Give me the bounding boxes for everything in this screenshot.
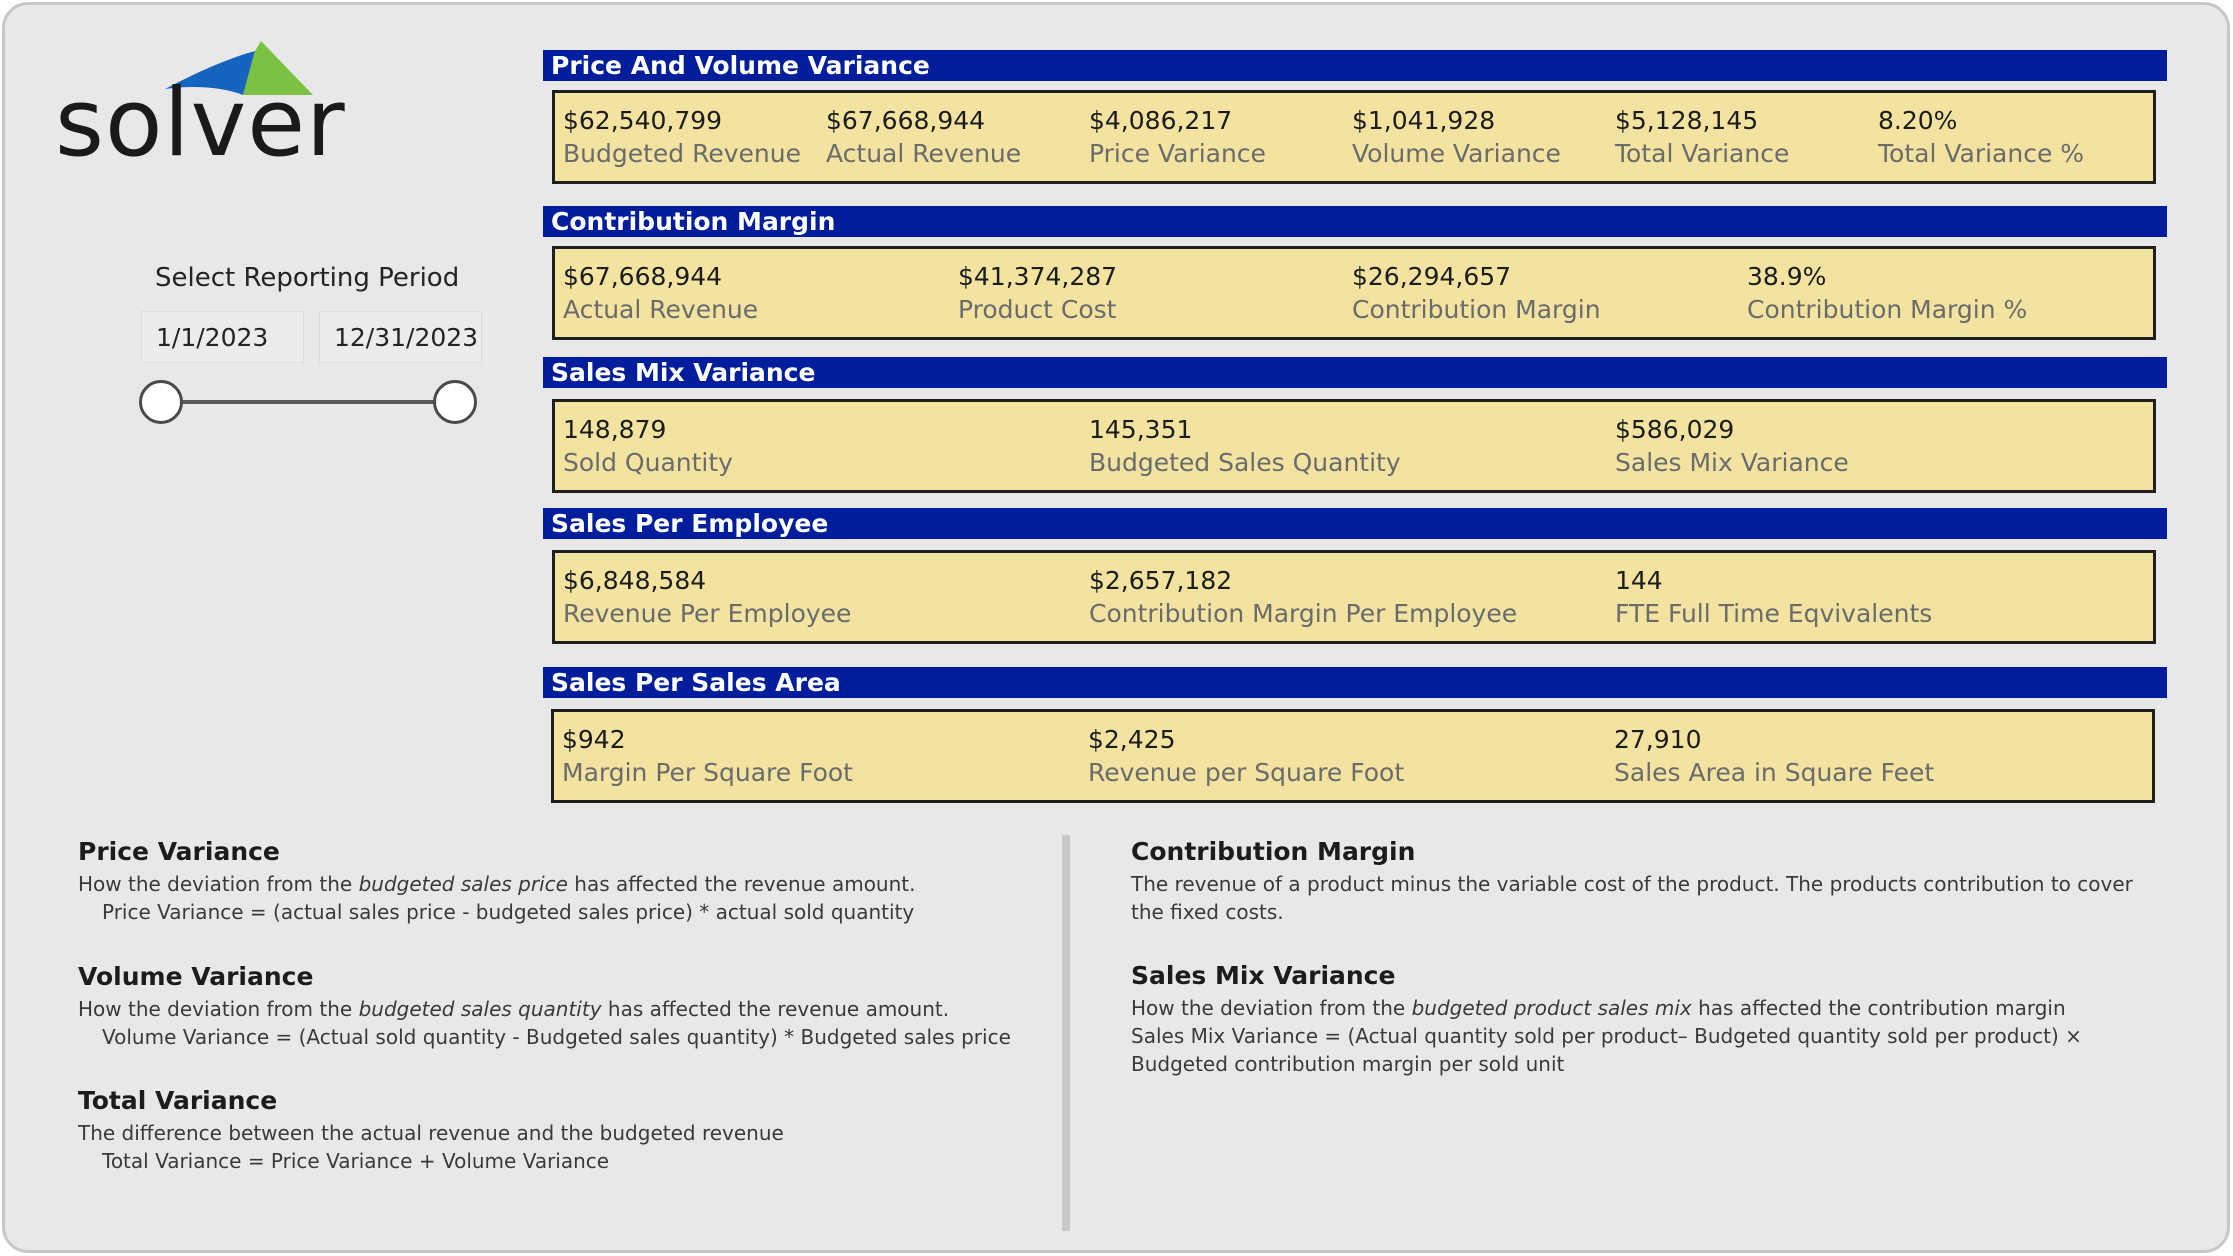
kpi-budgeted-revenue	[563, 106, 801, 168]
kpi-label: Margin Per Square Foot	[562, 758, 853, 787]
kpi-sales-area-square-feet	[1614, 725, 1934, 787]
note-title: Price Variance	[78, 837, 280, 866]
kpi-sold-quantity	[563, 415, 733, 477]
kpi-label: Total Variance	[1615, 139, 1790, 168]
kpi-value: $67,668,944	[826, 106, 986, 135]
kpi-fte-full-time-equivalents	[1615, 566, 1932, 628]
note-text: How the deviation from the	[78, 872, 359, 896]
kpi-value: 148,879	[563, 415, 667, 444]
note-formula: Volume Variance = (Actual sold quantity - Budgeted sales quantity) * Budgeted sales price	[102, 1025, 1011, 1049]
section-sales-per-sales-area	[543, 667, 2167, 787]
section-header: Contribution Margin	[543, 206, 2167, 237]
kpi-actual-revenue	[563, 262, 758, 324]
start-date-input[interactable]: 1/1/2023	[141, 311, 304, 363]
end-date-input[interactable]: 12/31/2023	[319, 311, 482, 363]
note-text: has affected the contribution margin	[1691, 996, 2066, 1020]
kpi-price-variance	[1089, 106, 1266, 168]
slider-start-handle[interactable]	[139, 380, 183, 424]
note-description	[1131, 996, 2082, 1020]
kpi-label: Budgeted Sales Quantity	[1089, 448, 1401, 477]
date-range-slider-track[interactable]	[161, 400, 457, 404]
note-description: The revenue of a product minus the variable cost of the product. The products contribution to cover	[1131, 872, 2133, 896]
note-emphasis: budgeted sales price	[358, 872, 568, 896]
note-formula: Total Variance = Price Variance + Volume Variance	[102, 1149, 610, 1173]
kpi-value: 27,910	[1614, 725, 1702, 754]
kpi-contribution-margin	[1352, 262, 1601, 324]
section-sales-per-employee	[543, 508, 2167, 628]
note-text: How the deviation from the	[78, 997, 359, 1021]
kpi-value: $41,374,287	[958, 262, 1118, 291]
kpi-total-variance	[1615, 106, 1789, 168]
kpi-budgeted-sales-quantity	[1089, 415, 1401, 477]
kpi-value: $2,425	[1088, 725, 1176, 754]
section-price-volume-variance	[543, 50, 2167, 168]
kpi-value: $2,657,182	[1089, 566, 1233, 595]
kpi-card	[552, 399, 2156, 493]
note-formula: Sales Mix Variance = (Actual quantity sold per product– Budgeted quantity sold per product) ×	[1131, 1024, 2082, 1048]
kpi-label: Product Cost	[958, 295, 1117, 324]
report-canvas	[2, 2, 2230, 1253]
kpi-label: Revenue Per Employee	[563, 599, 852, 628]
kpi-label: Contribution Margin	[1352, 295, 1601, 324]
kpi-label: Revenue per Square Foot	[1088, 758, 1405, 787]
kpi-sales-mix-variance	[1615, 415, 1849, 477]
section-header: Sales Per Employee	[543, 508, 2167, 539]
note-total-variance	[78, 1086, 784, 1173]
note-description-continued: the fixed costs.	[1131, 900, 1284, 924]
kpi-label: Sold Quantity	[563, 448, 733, 477]
kpi-product-cost	[958, 262, 1117, 324]
note-title: Total Variance	[78, 1086, 278, 1115]
kpi-label: Contribution Margin %	[1747, 295, 2028, 324]
kpi-value: $4,086,217	[1089, 106, 1233, 135]
slicer-title: Select Reporting Period	[155, 263, 460, 293]
kpi-label: Total Variance %	[1878, 139, 2085, 168]
note-formula: Price Variance = (actual sales price - budgeted sales price) * actual sold quantity	[102, 900, 915, 924]
kpi-actual-revenue	[826, 106, 1021, 168]
note-sales-mix-variance	[1131, 961, 2082, 1076]
kpi-label: Budgeted Revenue	[563, 139, 801, 168]
note-contribution-margin	[1131, 837, 2133, 924]
kpi-value: $6,848,584	[563, 566, 707, 595]
note-title: Volume Variance	[78, 962, 314, 991]
kpi-label: Sales Area in Square Feet	[1614, 758, 1935, 787]
kpi-revenue-per-square-foot	[1088, 725, 1404, 787]
note-description	[78, 872, 916, 896]
note-emphasis: budgeted sales quantity	[358, 997, 602, 1021]
kpi-value: $62,540,799	[563, 106, 723, 135]
solver-logo	[55, 39, 345, 179]
kpi-value: $5,128,145	[1615, 106, 1759, 135]
kpi-value: $942	[562, 725, 626, 754]
kpi-card	[552, 246, 2156, 340]
kpi-value: 145,351	[1089, 415, 1193, 444]
note-description: The difference between the actual revenue and the budgeted revenue	[78, 1121, 784, 1145]
kpi-value: 8.20%	[1878, 106, 1958, 135]
column-divider	[1062, 835, 1070, 1231]
section-contribution-margin	[543, 206, 2167, 324]
kpi-total-variance-percent	[1878, 106, 2084, 168]
kpi-value: $1,041,928	[1352, 106, 1496, 135]
note-title: Contribution Margin	[1131, 837, 1416, 866]
section-header: Price And Volume Variance	[543, 50, 2167, 81]
kpi-revenue-per-employee	[563, 566, 851, 628]
kpi-label: Contribution Margin Per Employee	[1089, 599, 1518, 628]
note-description	[78, 997, 1011, 1021]
note-text: has affected the revenue amount.	[567, 872, 916, 896]
kpi-label: Sales Mix Variance	[1615, 448, 1849, 477]
kpi-value: 144	[1615, 566, 1663, 595]
kpi-card	[552, 550, 2156, 644]
kpi-value: $586,029	[1615, 415, 1735, 444]
section-header: Sales Mix Variance	[543, 357, 2167, 388]
kpi-margin-per-square-foot	[562, 725, 853, 787]
note-price-variance	[78, 837, 916, 924]
kpi-value: $67,668,944	[563, 262, 723, 291]
kpi-value: 38.9%	[1747, 262, 1827, 291]
section-header: Sales Per Sales Area	[543, 667, 2167, 698]
kpi-card	[552, 90, 2156, 184]
note-text: How the deviation from the	[1131, 996, 1412, 1020]
kpi-contribution-margin-percent	[1747, 262, 2027, 324]
note-volume-variance	[78, 962, 1011, 1049]
note-emphasis: budgeted product sales mix	[1411, 996, 1692, 1020]
kpi-contribution-margin-per-employee	[1089, 566, 1517, 628]
section-sales-mix-variance	[543, 357, 2167, 477]
kpi-value: $26,294,657	[1352, 262, 1512, 291]
kpi-label: Actual Revenue	[563, 295, 759, 324]
kpi-volume-variance	[1352, 106, 1561, 168]
kpi-label: Price Variance	[1089, 139, 1266, 168]
note-formula-continued: Budgeted contribution margin per sold unit	[1131, 1052, 1565, 1076]
slider-end-handle[interactable]	[433, 380, 477, 424]
kpi-label: Volume Variance	[1352, 139, 1561, 168]
kpi-label: Actual Revenue	[826, 139, 1022, 168]
note-title: Sales Mix Variance	[1131, 961, 1396, 990]
note-text: has affected the revenue amount.	[601, 997, 950, 1021]
kpi-label: FTE Full Time Eqvivalents	[1615, 599, 1933, 628]
kpi-card	[551, 709, 2155, 803]
solver-logo-text: solver	[55, 69, 346, 178]
